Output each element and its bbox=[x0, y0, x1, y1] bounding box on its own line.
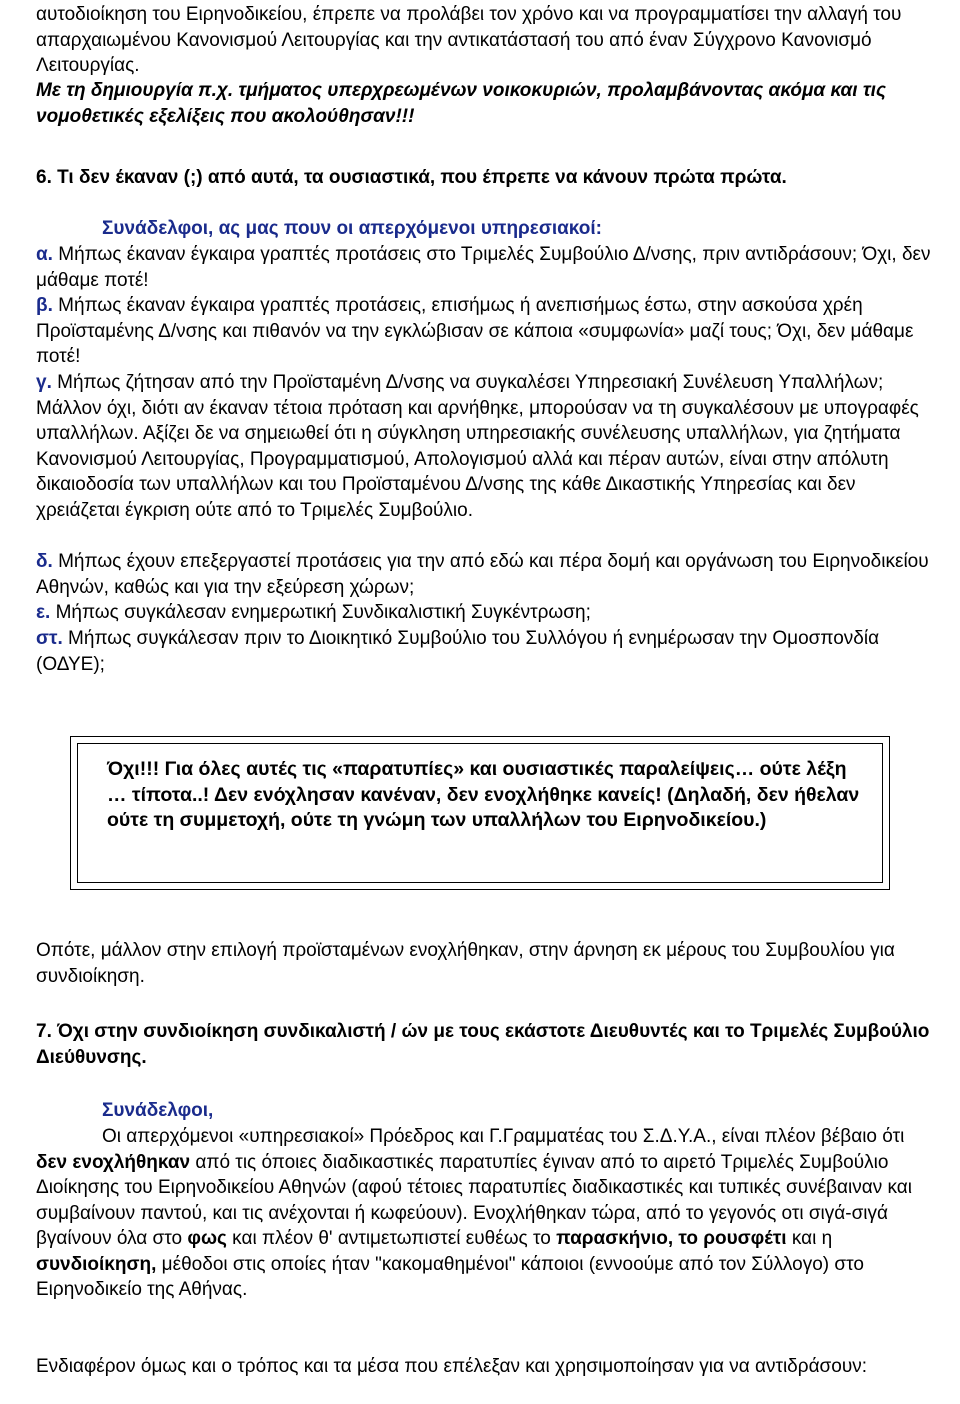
list-item-text: Μήπως συγκάλεσαν πριν το Διοικητικό Συμβούλιο του Συλλόγου ή ενημέρωσαν την Ομοσπονδία (ΟΔΥΕ); bbox=[36, 628, 880, 675]
list-item-c bbox=[36, 370, 936, 523]
list-marker: στ. bbox=[36, 628, 63, 649]
section-6-subheading: Συνάδελφοι, ας μας πουν οι απερχόμενοι υπηρεσιακοί: bbox=[102, 218, 602, 239]
list-item-d bbox=[36, 549, 936, 600]
list-marker: β. bbox=[36, 295, 53, 316]
salutation: Συνάδελφοι, bbox=[102, 1100, 214, 1121]
bold-run: παρασκήνιο, το ρουσφέτι bbox=[556, 1228, 787, 1249]
text-run: και η bbox=[786, 1228, 833, 1249]
bold-run: συνδιοίκηση, bbox=[36, 1253, 157, 1275]
highlight-box-text: Όχι!!! Για όλες αυτές τις «παρατυπίες» και ουσιαστικές παραλείψεις… ούτε λέξη … τίποτα..! Δεν ενόχλησαν κανέναν, δεν ενοχλήθηκε κανείς! (Δηλαδή, δεν ήθελαν ούτε τη συμμετοχή, ούτε τη γνώμη των υπαλλήλων του Ειρηνοδικείου.) bbox=[107, 758, 860, 831]
list-item-a bbox=[36, 242, 936, 293]
list-item-text: Μήπως ζήτησαν από την Προϊσταμένη Δ/νσης να συγκαλέσει Υπηρεσιακή Συνέλευση Υπαλλήλων; Μάλλον όχι, διότι αν έκαναν τέτοια πρόταση και αρνήθηκε, μπορούσαν να τη συγκαλέσουν με υπογραφές υπαλλήλων. Αξίζει δε να σημειωθεί ότι η σύγκληση υπηρεσιακής συνέλευσης υπαλλήλων, για ζητήματα Κανονισμού Λειτουργίας, Προγραμματισμού, Απολογισμού αλλά και πέραν αυτών, είναι στην απόλυτη δικαιοδοσία των υπαλλήλων και του Προϊσταμένου Δ/νσης της κάθε Δικαστικής Υπηρεσίας και δεν χρειάζεται έγκριση ούτε από το Τριμελές Συμβούλιο. bbox=[36, 372, 919, 521]
list-item-b bbox=[36, 293, 936, 370]
text-run: μέθοδοι στις οποίες ήταν "κακομαθημένοι" κάποιοι (εννοούμε από τον Σύλλογο) στο Ειρηνοδικείο της Αθήνας. bbox=[36, 1253, 864, 1300]
after-box-paragraph: Οπότε, μάλλον στην επιλογή προϊσταμένων ενοχλήθηκαν, στην άρνηση εκ μέρους του Συμβουλίου για συνδιοίκηση. bbox=[36, 940, 895, 987]
list-item-text: Μήπως συγκάλεσαν ενημερωτική Συνδικαλιστική Συγκέντρωση; bbox=[50, 602, 591, 623]
list-item-text: Μήπως έχουν επεξεργαστεί προτάσεις για την από εδώ και πέρα δομή και οργάνωση του Ειρηνοδικείου Αθηνών, καθώς και για την εξεύρεση χώρων; bbox=[36, 551, 929, 598]
list-item-text: Μήπως έκαναν έγκαιρα γραπτές προτάσεις στο Τριμελές Συμβούλιο Δ/νσης, πριν αντιδράσουν; Όχι, δεν μάθαμε ποτέ! bbox=[36, 244, 931, 291]
highlight-box bbox=[70, 736, 890, 890]
text-run: από τις όποιες διαδικαστικές παρατυπίες έγιναν από το αιρετό Τριμελές Συμβούλιο Διοίκησης του Ειρηνοδικείου Αθηνών (αφού τέτοιες παρατυπίες διαδικαστικές και τυπικές συνέβαιναν και συμβαίνουν παντού, και τις ανέχονται ή κωφεύουν). Ενοχλήθηκαν τώρα, από το γεγονός οτι σιγά-σιγά βγαίνουν όλα στο bbox=[36, 1151, 912, 1249]
list-item-e bbox=[36, 600, 936, 626]
list-item-text: Μήπως έκαναν έγκαιρα γραπτές προτάσεις, επισήμως ή ανεπισήμως έστω, στην ασκούσα χρέη Προϊσταμένης Δ/νσης και πιθανόν να την εγκλώβισαν σε κάποια «συμφωνία» μαζί τους; Όχι, δεν μάθαμε ποτέ! bbox=[36, 295, 914, 367]
closing-paragraph bbox=[36, 1124, 936, 1303]
list-marker: α. bbox=[36, 244, 53, 265]
intro-paragraph: αυτοδιοίκηση του Ειρηνοδικείου, έπρεπε να προλάβει τον χρόνο και να προγραμματίσει την αλλαγή του απαρχαιωμένου Κανονισμού Λειτουργίας και την αντικατάστασή του από έναν Σύγχρονο Κανονισμό Λειτουργίας. bbox=[36, 4, 902, 76]
bold-run: φως bbox=[187, 1228, 227, 1249]
section-6-heading: 6. Τι δεν έκαναν (;) από αυτά, τα ουσιαστικά, που έπρεπε να κάνουν πρώτα πρώτα. bbox=[36, 167, 787, 188]
list-item-st bbox=[36, 626, 936, 677]
intro-bold-italic: Με τη δημιουργία π.χ. τμήματος υπερχρεωμένων νοικοκυριών, προλαμβάνοντας ακόμα και τις νομοθετικές εξελίξεις που ακολούθησαν!!! bbox=[36, 80, 886, 127]
list-marker: ε. bbox=[36, 602, 51, 623]
list-marker: δ. bbox=[36, 551, 53, 572]
section-7-heading: 7. Όχι στην συνδιοίκηση συνδικαλιστή / ών με τους εκάστοτε Διευθυντές και το Τριμελές Συμβούλιο Διεύθυνσης. bbox=[36, 1021, 930, 1068]
list-marker: γ. bbox=[36, 372, 52, 393]
bold-run: δεν ενοχλήθηκαν bbox=[36, 1151, 191, 1173]
text-run: Οι απερχόμενοι «υπηρεσιακοί» Πρόεδρος και Γ.Γραμματέας του Σ.Δ.Υ.Α., είναι πλέον βέβαιο ότι bbox=[102, 1126, 905, 1147]
final-paragraph: Ενδιαφέρον όμως και ο τρόπος και τα μέσα που επέλεξαν και χρησιμοποίησαν για να αντιδράσουν: bbox=[36, 1356, 868, 1377]
text-run: και πλέον θ' αντιμετωπιστεί ευθέως το bbox=[226, 1228, 557, 1249]
